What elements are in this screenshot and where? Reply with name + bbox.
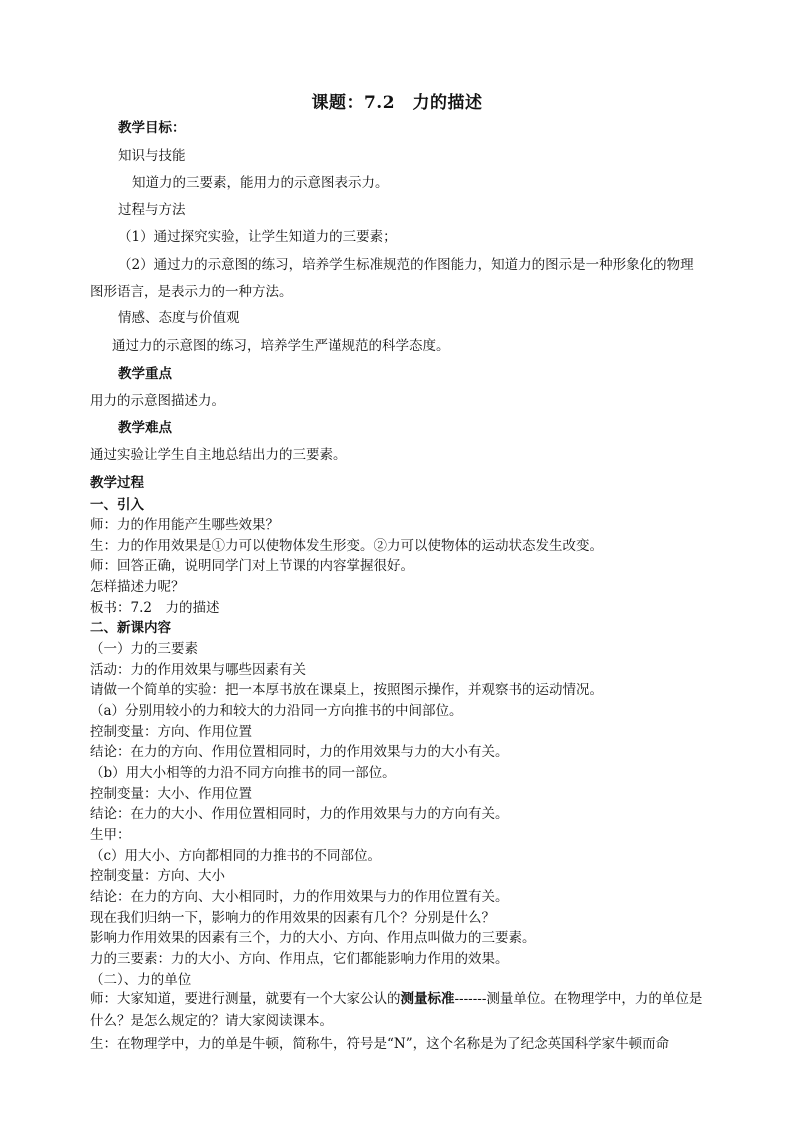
page-title: 课题：7.2 力的描述 <box>311 93 483 113</box>
process-item-1: （1）通过探究实验，让学生知道力的三要素； <box>118 229 397 245</box>
process-line: （一）力的三要素 <box>90 641 198 657</box>
process-line: 控制变量：大小、作用位置 <box>90 786 252 802</box>
section-new-content: 二、新课内容 <box>90 620 171 636</box>
process-line: 生甲： <box>90 827 131 843</box>
process-section-heading: 教学过程 <box>90 475 144 491</box>
emotion-heading: 情感、态度与价值观 <box>118 310 240 326</box>
teacher-paragraph <box>90 988 706 1032</box>
process-item-2: （2）通过力的示意图的练习，培养学生标准规范的作图能力，知道力的图示是一种形象化的物理图形语言，是表示力的一种方法。 <box>90 257 694 300</box>
process-line: 师：力的作用能产生哪些效果？ <box>90 517 279 533</box>
objectives-heading: 教学目标： <box>118 120 186 136</box>
process-line: 板书：7.2 力的描述 <box>90 600 220 616</box>
key-point-text: 用力的示意图描述力。 <box>90 393 225 409</box>
section-intro: 一、引入 <box>90 497 144 513</box>
process-line: 影响力作用效果的因素有三个，力的大小、方向、作用点叫做力的三要素。 <box>90 930 536 946</box>
teacher-paragraph-suffix: -------测量单位。在物理学中，力的单位是什么？是怎么规定的？请大家阅读课本。 <box>90 991 703 1029</box>
process-line: （c）用大小、方向都相同的力推书的不同部位。 <box>90 848 382 864</box>
process-line: （a）分别用较小的力和较大的力沿同一方向推书的中间部位。 <box>90 703 463 719</box>
process-line: 怎样描述力呢？ <box>90 579 185 595</box>
process-line: 请做一个简单的实验：把一本厚书放在课桌上，按照图示操作，并观察书的运动情况。 <box>90 682 603 698</box>
process-line: 控制变量：方向、作用位置 <box>90 724 252 740</box>
process-line: （二）、力的单位 <box>90 972 192 988</box>
process-line: 结论：在力的大小、作用位置相同时，力的作用效果与力的方向有关。 <box>90 806 509 822</box>
knowledge-text: 知道力的三要素，能用力的示意图表示力。 <box>132 175 389 191</box>
process-line: 活动：力的作用效果与哪些因素有关 <box>90 662 306 678</box>
process-line: 生：力的作用效果是①力可以使物体发生形变。②力可以使物体的运动状态发生改变。 <box>90 538 603 554</box>
process-line: 现在我们归纳一下，影响力的作用效果的因素有几个？分别是什么？ <box>90 910 495 926</box>
process-line: 结论：在力的方向、作用位置相同时，力的作用效果与力的大小有关。 <box>90 744 509 760</box>
emotion-text: 通过力的示意图的练习，培养学生严谨规范的科学态度。 <box>112 338 450 354</box>
key-point-heading: 教学重点 <box>118 366 172 382</box>
process-line: 结论：在力的方向、大小相同时，力的作用效果与力的作用位置有关。 <box>90 889 509 905</box>
knowledge-heading: 知识与技能 <box>118 148 186 164</box>
difficulty-text: 通过实验让学生自主地总结出力的三要素。 <box>90 447 347 463</box>
process-line: 师：回答正确，说明同学门对上节课的内容掌握很好。 <box>90 558 414 574</box>
process-heading: 过程与方法 <box>118 202 186 218</box>
teacher-paragraph-prefix: 师：大家知道，要进行测量，就要有一个大家公认的 <box>90 991 401 1007</box>
measurement-standard-term: 测量标准 <box>400 991 455 1007</box>
difficulty-heading: 教学难点 <box>118 420 172 436</box>
process-line: 控制变量：方向、大小 <box>90 868 225 884</box>
process-line: 力的三要素：力的大小、方向、作用点，它们都能影响力作用的效果。 <box>90 951 509 967</box>
student-answer-line: 生：在物理学中，力的单是牛顿，简称牛，符号是“N”，这个名称是为了纪念英国科学家牛顿而命 <box>90 1036 670 1052</box>
process-line: （b）用大小相等的力沿不同方向推书的同一部位。 <box>90 765 396 781</box>
